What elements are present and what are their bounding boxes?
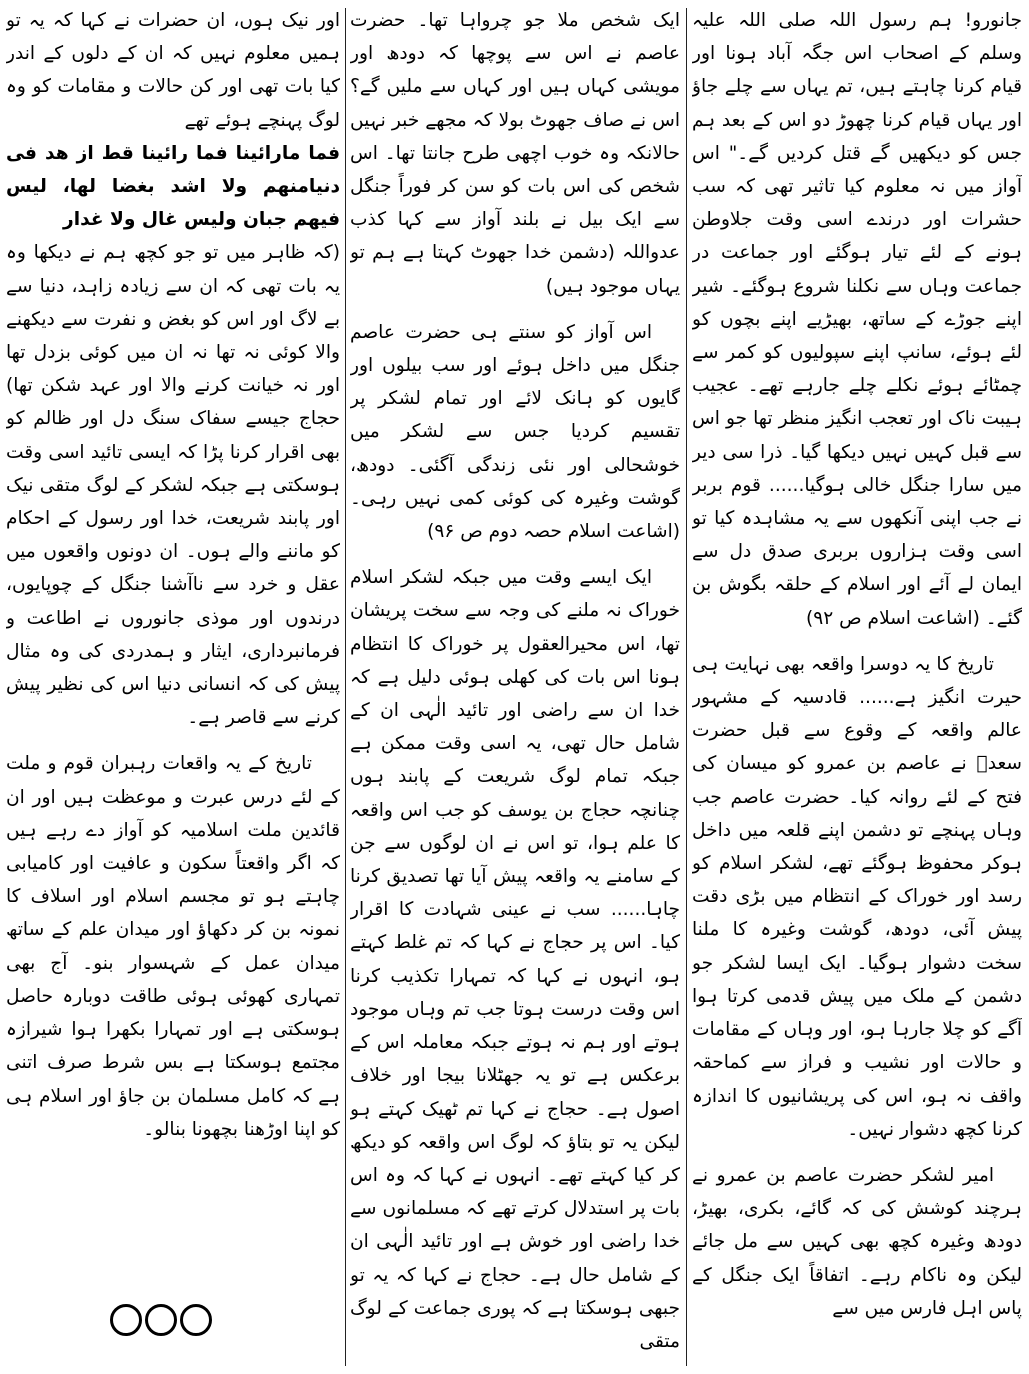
column-divider-right <box>686 8 687 1366</box>
column-divider-left <box>345 8 346 1366</box>
paragraph-lessons-for-leaders: تاریخ کے یہ واقعات رہبران قوم و ملت کے لئے درس عبرت و موعظت ہیں اور ان قائدین ملت اسلامیہ کو آواز دے رہے ہیں کہ اگر واقعتاً سکون و عافیت اور کامیابی چاہتے ہو تو مجسم اسلام اور اسلاف کا نمونہ بن کر دکھاؤ اور میدان علم کے ساتھ میدان عمل کے شہسوار بنو۔ آج بھی تمہاری کھوئی ہوئی طاقت دوبارہ حاصل ہوسکتی ہے اور تمہارا بکھرا ہوا شیرازہ مجتمع ہوسکتا ہے بس شرط صرف اتنی ہے کہ کامل مسلمان بن جاؤ اور اسلام ہی کو اپنا اوڑھنا بچھونا بنالو۔ <box>6 753 340 1140</box>
paragraph-cattle-distributed: اس آواز کو سنتے ہی حضرت عاصم جنگل میں داخل ہوئے اور سب بیلوں اور گایوں کو ہانک لائے اور تمام لشکر پر تقسیم کردیا جس سے لشکر میں خوشحالی اور نئی زندگی آگئی۔ دودھ، گوشت وغیرہ کی کوئی کمی نہیں رہی۔ (اشاعت اسلام حصہ دوم ص ۹۶) <box>350 321 680 543</box>
column-right <box>692 4 1022 1370</box>
paragraph-animals-leave-forest: جانورو! ہم رسول اللہ صلی اللہ علیہ وسلم کے اصحاب اس جگہ آباد ہونا اور قیام کرنا چاہتے ہیں، تم یہاں سے چلے جاؤ اور یہاں قیام کرنا چھوڑ دو اس کے بعد ہم جس کو دیکھیں گے قتل کردیں گے۔" اس آواز میں نہ معلوم کیا تاثیر تھی کہ سب حشرات اور درندے اسی وقت جلاوطن ہونے کے لئے تیار ہوگئے اور جماعت در جماعت وہاں سے نکلنا شروع ہوگئے۔ شیر اپنے جوڑے کے ساتھ، بھیڑیے اپنے بچوں کو لئے ہوئے، سانپ اپنے سپولیوں کو کمر سے چمٹائے ہوئے نکلے چلے جارہے تھے۔ عجیب ہیبت ناک اور تعجب انگیز منظر تھا جو اس سے قبل کہیں نہیں دیکھا گیا۔ ذرا سی دیر میں سارا جنگل خالی ہوگیا...... قوم بربر نے جب اپنی آنکھوں سے یہ مشاہدہ کیا تو اسی وقت ہزاروں بربری صدق دل سے ایمان لے آئے اور اسلام کے حلقہ بگوش بن گئے۔ (اشاعت اسلام ص ۹۲) <box>692 10 1022 629</box>
end-circle-icon <box>110 1304 142 1336</box>
paragraph-hajjaj-inquiry: ایک ایسے وقت میں جبکہ لشکر اسلام خوراک نہ ملنے کی وجہ سے سخت پریشان تھا، اس محیرالعقول پر خوراک کا انتظام ہونا اس بات کی کھلی ہوئی دلیل ہے کہ خدا ان سے راضی اور تائید الٰہی ان کے شامل حال تھی، یہ اسی وقت ممکن ہے جبکہ تمام لوگ شریعت کے پابند ہوں چنانچہ حجاج بن یوسف کو جب اس واقعہ کا علم ہوا، تو اس نے ان لوگوں سے جن کے سامنے یہ واقعہ پیش آیا تھا تصدیق کرنا چاہا...... سب نے عینی شہادت کا اقرار کیا۔ اس پر حجاج نے کہا کہ تم غلط کہتے ہو، انہوں نے کہا کہ تمہارا تکذیب کرنا اس وقت درست ہوتا جب تم وہاں موجود ہوتے اور ہم نہ ہوتے جبکہ معاملہ اس کے برعکس ہے تو یہ جھٹلانا بیجا اور خلاف اصول ہے۔ حجاج نے کہا تم ٹھیک کہتے ہو لیکن یہ تو بتاؤ کہ لوگ اس واقعہ کو دیکھ کر کیا کہتے تھے۔ انہوں نے کہا کہ وہ اس بات پر استدلال کرتے تھے کہ مسلمانوں سے خدا راضی اور خوش ہے اور تائید الٰہی ان کے شامل حال ہے۔ حجاج نے کہا کہ یہ تو جبھی ہوسکتا ہے کہ پوری جماعت کے لوگ متقی <box>350 567 680 1352</box>
end-circle-icon <box>145 1304 177 1336</box>
arabic-quotation: فما مارائینا فما رائینا قط از هد فی دنیامنهم ولا اشد بغضا لها، لیس فیهم جبان ولیس غال ولا غدار <box>6 142 340 231</box>
paragraph-hajjaj-admits: (کہ ظاہر میں تو جو کچھ ہم نے دیکھا وہ یہ بات تھی کہ ان سے زیادہ زاہد، دنیا سے بے لاگ اور اس کو بغض و نفرت سے دیکھنے والا کوئی نہ تھا نہ ان میں کوئی بزدل تھا اور نہ خیانت کرنے والا اور عہد شکن تھا) حجاج جیسے سفاک سنگ دل اور ظالم کو بھی اقرار کرنا پڑا کہ ایسی تائید اسی وقت ہوسکتی ہے جبکہ لشکر کے لوگ متقی نیک اور پابند شریعت، خدا اور رسول کے احکام کو ماننے والے ہوں۔ ان دونوں واقعوں میں عقل و خرد سے ناآشنا جنگل کے چوپایوں، درندوں اور موذی جانوروں نے اطاعت و فرمانبرداری، ایثار و ہمدردی کی وہ مثال پیش کی کہ انسانی دنیا اس کی نظیر پیش کرنے سے قاصر ہے۔ <box>6 242 340 729</box>
paragraph-witnesses-reply: اور نیک ہوں، ان حضرات نے کہا کہ یہ تو ہمیں معلوم نہیں کہ ان کے دلوں کے اندر کیا بات تھی اور کن حالات و مقامات کو وہ لوگ پہنچے ہوئے تھے <box>6 10 340 131</box>
end-circle-icon <box>180 1304 212 1336</box>
column-left <box>6 4 340 1370</box>
paragraph-shepherd-lie: ایک شخص ملا جو چرواہا تھا۔ حضرت عاصم نے اس سے پوچھا کہ دودھ اور مویشی کہاں ہیں اور کہاں سے ملیں گے؟ اس نے صاف جھوٹ بولا کہ مجھے خبر نہیں حالانکہ وہ خوب اچھی طرح جانتا تھا۔ اس شخص کی اس بات کو سن کر فوراً جنگل سے ایک بیل نے بلند آواز سے کہا کذب عدواللہ (دشمن خدا جھوٹ کہتا ہے ہم تو یہاں موجود ہیں) <box>350 10 680 297</box>
paragraph-second-incident: تاریخ کا یہ دوسرا واقعہ بھی نہایت ہی حیرت انگیز ہے...... قادسیہ کے مشہور عالم واقعہ کے وقوع سے قبل حضرت سعدؓ نے عاصم بن عمرو کو میسان کی فتح کے لئے روانہ کیا۔ حضرت عاصم جب وہاں پہنچے تو دشمن اپنے قلعہ میں داخل ہوکر محفوظ ہوگئے تھے، لشکر اسلام کو رسد اور خوراک کے انتظام میں بڑی دقت پیش آئی، دودھ، گوشت وغیرہ کا ملنا سخت دشوار ہوگیا۔ ایک ایسا لشکر جو دشمن کے ملک میں پیش قدمی کرتا ہوا آگے کو چلا جارہا ہو، اور وہاں کے مقامات و حالات اور نشیب و فراز سے کماحقہ واقف نہ ہو، اس کی پریشانیوں کا اندازہ کرنا کچھ دشوار نہیں۔ <box>692 653 1022 1140</box>
paragraph-army-commander: امیر لشکر حضرت عاصم بن عمرو نے ہرچند کوشش کی کہ گائے، بکری، بھیڑ، دودھ وغیرہ کچھ بھی کہیں سے مل جائے لیکن وہ ناکام رہے۔ اتفاقاً ایک جنگل کے پاس اہل فارس میں سے <box>692 1164 1022 1319</box>
article-end-marker <box>110 1304 220 1344</box>
column-middle <box>350 4 680 1370</box>
